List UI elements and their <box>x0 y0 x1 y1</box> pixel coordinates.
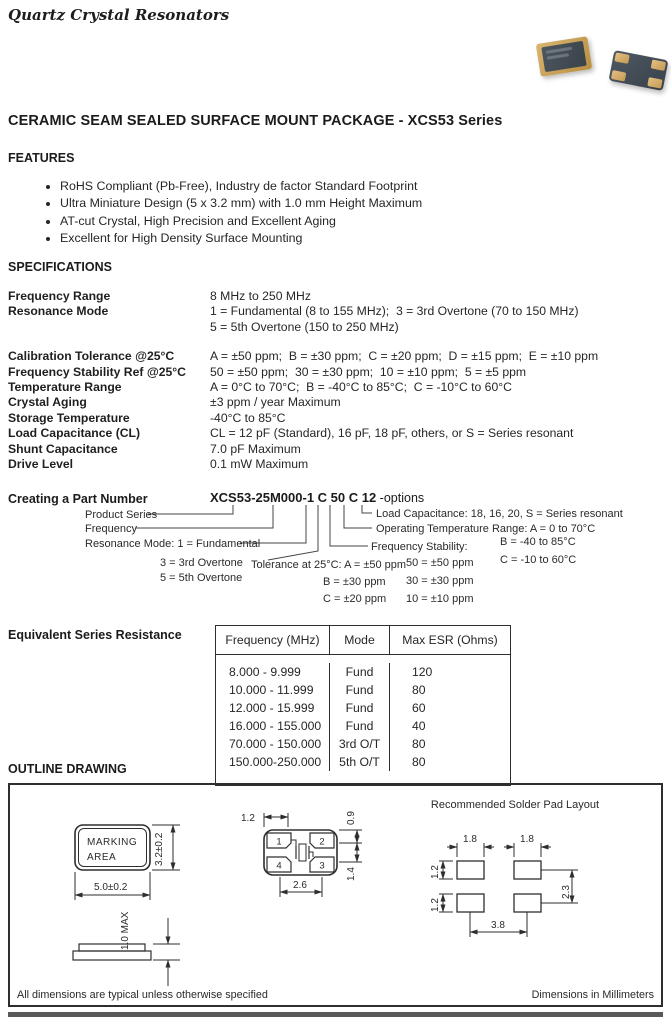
spec-value: CL = 12 pF (Standard), 16 pF, 18 pF, others, or S = Series resonant <box>210 426 574 441</box>
dim-solder-1-8-right: 1.8 <box>520 834 534 845</box>
esr-cell-freq: 150.000-250.000 <box>216 753 330 771</box>
spec-label: Crystal Aging <box>8 395 87 410</box>
spec-value: ±3 ppm / year Maximum <box>210 395 341 410</box>
esr-body <box>216 655 510 785</box>
esr-cell-esr: 120 <box>412 665 433 679</box>
esr-cell-esr: 80 <box>412 755 426 769</box>
footer-bar <box>8 1012 663 1017</box>
esr-cell-mode: Fund <box>330 681 390 699</box>
spec-label: Load Capacitance (CL) <box>8 426 141 441</box>
spec-row <box>8 289 663 304</box>
spec-row <box>8 380 663 395</box>
spec-label: Temperature Range <box>8 379 122 394</box>
pn-label-resonance-5: 5 = 5th Overtone <box>160 572 243 584</box>
spec-value: -40°C to 85°C <box>210 410 286 425</box>
spec-value: 5 = 5th Overtone (150 to 250 MHz) <box>210 319 399 334</box>
product-photo-bottom-view <box>609 50 669 91</box>
spec-row <box>8 442 663 457</box>
note-dimensions-millimeters: Dimensions in Millimeters <box>531 989 654 1001</box>
spec-label: Storage Temperature <box>8 410 130 425</box>
spec-label: Calibration Tolerance @25°C <box>8 349 175 364</box>
pn-label-operating-temp: Operating Temperature Range: A = 0 to 70°C <box>376 523 596 535</box>
pad-number-4: 4 <box>276 860 282 872</box>
dim-1-4: 1.4 <box>346 867 357 881</box>
spec-row <box>8 349 663 364</box>
spec-value: 8 MHz to 250 MHz <box>210 289 311 303</box>
pn-label-tolerance-c: C = ±20 ppm <box>323 593 387 605</box>
pn-label-stability: Frequency Stability: <box>371 541 468 553</box>
part-number-diagram <box>0 487 671 615</box>
spec-label: Drive Level <box>8 456 74 471</box>
spec-label: Shunt Capacitance <box>8 441 118 456</box>
feature-item: • Excellent for High Density Surface Mounting <box>60 230 640 247</box>
esr-header-row <box>216 626 510 655</box>
esr-cell-esr: 80 <box>412 683 426 697</box>
features-list <box>44 178 640 247</box>
pad-number-2: 2 <box>319 836 325 848</box>
feature-item: • RoHS Compliant (Pb-Free), Industry de factor Standard Footprint <box>60 178 640 195</box>
brand-title: Quartz Crystal Resonators <box>8 6 230 24</box>
solder-pad-layout <box>439 843 578 937</box>
spec-row <box>8 320 663 335</box>
esr-cell-freq: 10.000 - 11.999 <box>216 681 330 699</box>
pn-label-tolerance-b: B = ±30 ppm <box>323 576 386 588</box>
pn-label-operating-temp-b: B = -40 to 85°C <box>500 536 576 548</box>
spec-table <box>8 289 663 472</box>
esr-cell-mode: 5th O/T <box>330 753 390 771</box>
dim-2-6: 2.6 <box>293 880 307 891</box>
spec-row <box>8 304 663 319</box>
page-title: CERAMIC SEAM SEALED SURFACE MOUNT PACKAGE - XCS53 Series <box>8 113 503 129</box>
marking-area-label-1: MARKING <box>87 837 138 848</box>
spec-label: Frequency Range <box>8 289 111 303</box>
pn-label-stability-50: 50 = ±50 ppm <box>406 557 474 569</box>
dim-solder-1-2-top: 1.2 <box>430 865 441 879</box>
specs-heading: SPECIFICATIONS <box>8 260 112 274</box>
esr-col-frequency: Frequency (MHz) <box>216 626 330 654</box>
pn-label-operating-temp-c: C = -10 to 60°C <box>500 554 577 566</box>
outline-drawing <box>10 785 661 1005</box>
spec-value: A = ±50 ppm; B = ±30 ppm; C = ±20 ppm; D = ±15 ppm; E = ±10 ppm <box>210 349 599 364</box>
gold-pad <box>614 52 629 64</box>
dim-solder-1-2-bottom: 1.2 <box>430 898 441 912</box>
spec-value: 0.1 mW Maximum <box>210 456 309 471</box>
feature-item: • AT-cut Crystal, High Precision and Excellent Aging <box>60 213 640 230</box>
marking-area-label-2: AREA <box>87 852 117 863</box>
spec-label: Resonance Mode <box>8 304 109 319</box>
pn-label-tolerance: Tolerance at 25°C: A = ±50 ppm <box>251 559 407 571</box>
pad-number-1: 1 <box>276 836 282 848</box>
product-photo-top-view <box>536 36 593 77</box>
pn-label-resonance-mode: Resonance Mode: 1 = Fundamental <box>85 538 261 550</box>
spec-value: 50 = ±50 ppm; 30 = ±30 ppm; 10 = ±10 ppm; 5 = ±5 ppm <box>210 364 527 379</box>
outline-drawing-box <box>8 783 663 1007</box>
solder-pad-layout-title: Recommended Solder Pad Layout <box>430 799 600 811</box>
part-number-connectors <box>136 505 372 560</box>
feature-item: • Ultra Miniature Design (5 x 3.2 mm) with 1.0 mm Height Maximum <box>60 195 640 212</box>
esr-cell-freq: 70.000 - 150.000 <box>216 735 330 753</box>
part-number-heading: Creating a Part Number <box>8 492 148 506</box>
esr-heading: Equivalent Series Resistance <box>8 628 182 642</box>
spec-value: A = 0°C to 70°C; B = -40°C to 85°C; C = -10°C to 60°C <box>210 379 512 394</box>
spec-row <box>8 365 663 380</box>
pad-number-3: 3 <box>319 860 325 872</box>
spec-row <box>8 411 663 426</box>
dim-thickness-1-0-max: 1.0 MAX <box>120 911 131 950</box>
esr-table <box>215 625 511 786</box>
outline-heading: OUTLINE DRAWING <box>8 762 127 776</box>
esr-cell-freq: 8.000 - 9.999 <box>216 663 330 681</box>
features-heading: FEATURES <box>8 151 75 165</box>
dim-solder-1-8-left: 1.8 <box>463 834 477 845</box>
esr-cell-esr: 40 <box>412 719 426 733</box>
part-number-options-suffix: -options <box>376 491 425 505</box>
esr-cell-esr: 80 <box>412 737 426 751</box>
marking-line-decor <box>547 53 569 59</box>
esr-cell-esr: 60 <box>412 701 426 715</box>
spec-value: 1 = Fundamental (8 to 155 MHz); 3 = 3rd Overtone (70 to 150 MHz) <box>210 304 579 319</box>
crystal-lid <box>541 41 586 72</box>
pn-label-stability-10: 10 = ±10 ppm <box>406 593 474 605</box>
esr-cell-mode: 3rd O/T <box>330 735 390 753</box>
pn-label-resonance-3: 3 = 3rd Overtone <box>160 557 243 569</box>
pn-label-stability-30: 30 = ±30 ppm <box>406 575 474 587</box>
dim-solder-2-3: 2.3 <box>561 885 572 899</box>
esr-col-maxesr: Max ESR (Ohms) <box>402 633 498 647</box>
spec-row <box>8 457 663 472</box>
dim-width-5-0: 5.0±0.2 <box>94 882 128 893</box>
gold-pad <box>647 77 662 89</box>
part-number-value: XCS53-25M000-1 C 50 C 12 <box>210 490 377 505</box>
esr-cell-mode: Fund <box>330 699 390 717</box>
dim-pad-width-1-2: 1.2 <box>241 813 255 824</box>
spec-label: Frequency Stability Ref @25°C <box>8 364 186 379</box>
dim-0-9: 0.9 <box>346 811 357 825</box>
gold-pad <box>611 70 626 82</box>
pn-label-frequency: Frequency <box>85 523 137 535</box>
gold-pad <box>651 59 666 71</box>
esr-col-mode: Mode <box>330 626 390 654</box>
spec-row <box>8 426 663 441</box>
dim-solder-3-8: 3.8 <box>491 920 505 931</box>
note-dimensions-typical: All dimensions are typical unless otherwise specified <box>17 989 268 1001</box>
esr-cell-mode: Fund <box>330 717 390 735</box>
dim-height-3-2: 3.2±0.2 <box>154 832 165 866</box>
spec-value: 7.0 pF Maximum <box>210 441 301 456</box>
pn-label-load-capacitance: Load Capacitance: 18, 16, 20, S = Series resonant <box>376 508 623 520</box>
esr-cell-freq: 12.000 - 15.999 <box>216 699 330 717</box>
spec-row <box>8 395 663 410</box>
esr-cell-freq: 16.000 - 155.000 <box>216 717 330 735</box>
pn-label-product-series: Product Series <box>85 509 158 521</box>
esr-cell-mode: Fund <box>330 663 390 681</box>
